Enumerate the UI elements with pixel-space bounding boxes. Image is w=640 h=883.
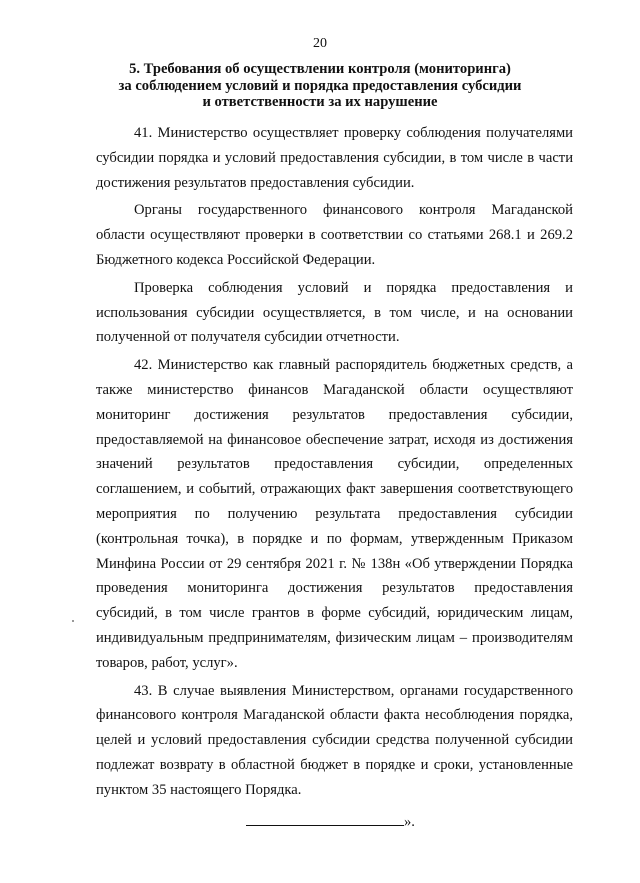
paragraph-41-verification: Проверка соблюдения условий и порядка предоставления и использования субсидии осуществляется, в том числе, и на основании полученной от получателя субсидии отчетности. [96,279,573,346]
scan-speck [72,620,74,622]
closing-line [246,813,415,831]
section-heading [80,61,560,111]
closing-quote: ». [404,814,415,830]
paragraph-43: 43. В случае выявления Министерством, органами государственного финансового контроля Магаданской области факта несоблюдения порядка, целей и условий предоставления субсидии средства полученной субсидии подлежат возврату в областной бюджет в порядке и сроки, установленные пунктом 35 настоящего Порядка. [96,682,573,798]
paragraph-42: 42. Министерство как главный распорядитель бюджетных средств, а также министерство финансов Магаданской области осуществляют мониторинг достижения результатов предоставления субсидии, предоставляемой на финансовое обеспечение затрат, исходя из достижения значений результатов предоставления субсидии, определенных соглашением, и событий, отражающих факт завершения соответствующего мероприятия по получению результата предоставления субсидии (контрольная точка), в порядке и по формам, утвержденным Приказом Минфина России от 29 сентября 2021 г. № 138н «Об утверждении Порядка проведения мониторинга достижения результатов предоставления субсидий, в том числе грантов в форме субсидий, юридическим лицам, индивидуальным предпринимателям, физическим лицам – производителям товаров, работ, услуг». [96,357,573,671]
paragraph-41: 41. Министерство осуществляет проверку соблюдения получателями субсидии порядка и условий предоставления субсидии, в том числе в части достижения результатов предоставления субсидии. [96,125,573,191]
section-heading-line-2: за соблюдением условий и порядка предоставления субсидии [118,77,522,94]
page-number: 20 [313,36,327,51]
document-body [96,121,573,806]
section-heading-line-3: и ответственности за их нарушение [202,94,438,110]
section-heading-line-1: 5. Требования об осуществлении контроля (мониторинга) [129,61,511,77]
paragraph-41-control: Органы государственного финансового контроля Магаданской области осуществляют проверки в соответствии со статьями 268.1 и 269.2 Бюджетного кодекса Российской Федерации. [96,202,573,268]
signature-underline [246,813,404,826]
